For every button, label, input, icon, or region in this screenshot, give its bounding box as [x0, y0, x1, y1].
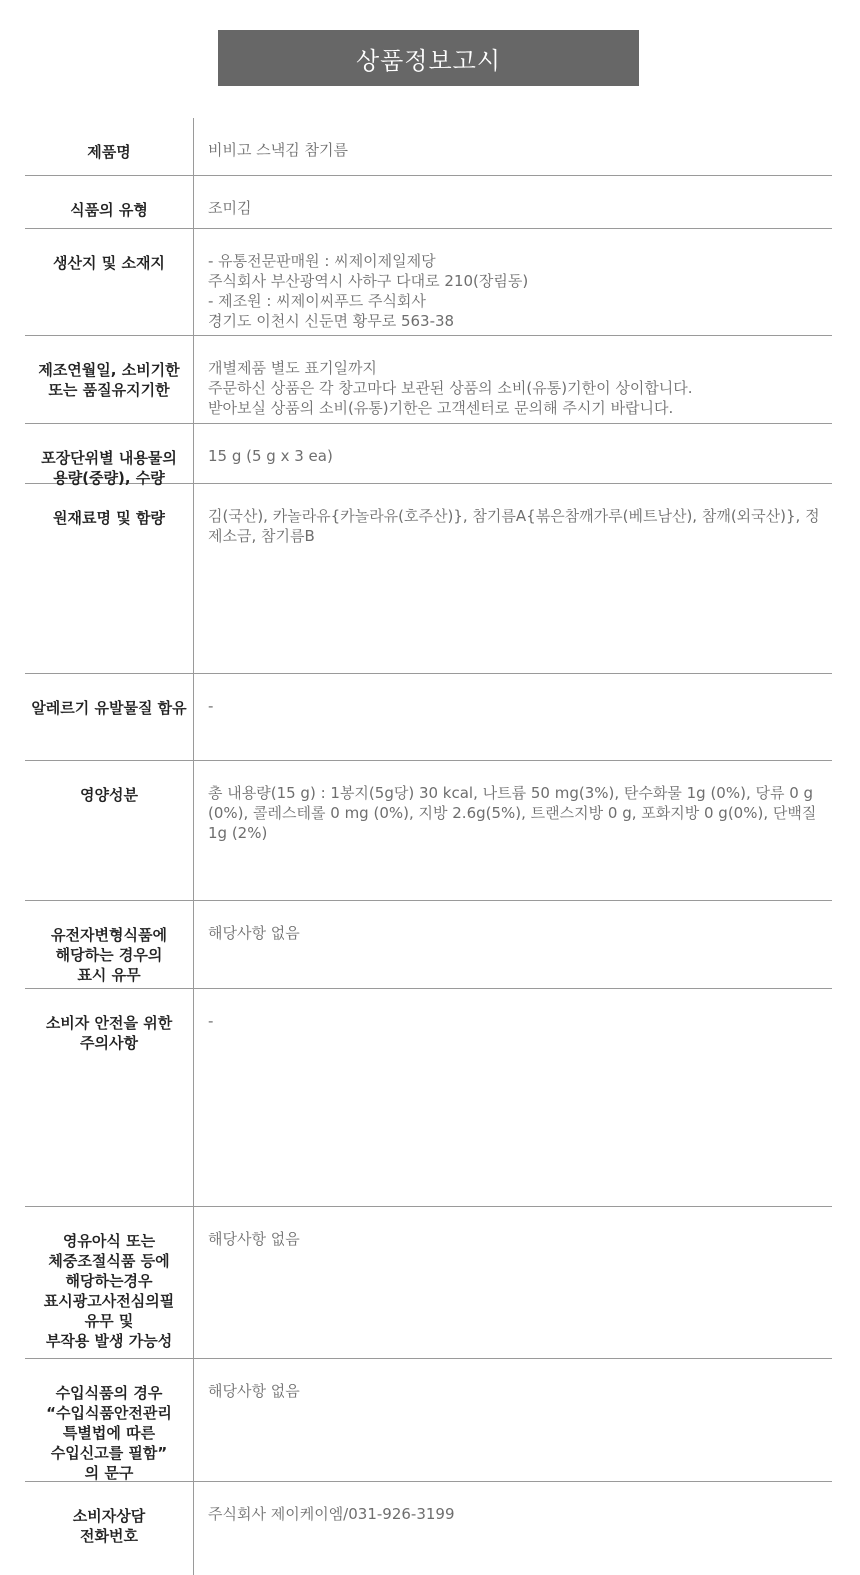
value-line: - — [208, 1012, 214, 1030]
table-row — [25, 901, 832, 989]
row-value — [194, 674, 832, 760]
row-label: 생산지 및 소재지 — [25, 229, 194, 335]
value-line: - 유통전문판매원 : 씨제이제일제당 — [208, 252, 436, 270]
table-row — [25, 761, 832, 901]
value-line: 조미김 — [208, 199, 252, 217]
row-value — [194, 336, 832, 423]
value-line: 주식회사 제이케이엠/031-926-3199 — [208, 1505, 455, 1523]
product-info-table — [25, 118, 832, 1575]
row-value — [194, 1359, 832, 1481]
value-line: 해당사항 없음 — [208, 1382, 300, 1400]
table-row — [25, 989, 832, 1207]
row-label: 원재료명 및 함량 — [25, 484, 194, 673]
value-line: 15 g (5 g x 3 ea) — [208, 447, 333, 465]
row-label: 소비자상담 전화번호 — [25, 1482, 194, 1575]
row-value — [194, 118, 832, 175]
row-value — [194, 1207, 832, 1358]
page-title: 상품정보고시 — [218, 30, 639, 86]
row-label: 제조연월일, 소비기한 또는 품질유지기한 — [25, 336, 194, 423]
value-line: - — [208, 697, 214, 715]
row-value — [194, 229, 832, 335]
table-row — [25, 1359, 832, 1482]
row-label: 포장단위별 내용물의 용량(중량), 수량 — [25, 424, 194, 483]
value-line: 경기도 이천시 신둔면 황무로 563-38 — [208, 312, 455, 330]
row-label: 소비자 안전을 위한 주의사항 — [25, 989, 194, 1206]
table-row — [25, 118, 832, 176]
table-row — [25, 424, 832, 487]
table-row — [25, 484, 832, 674]
row-label: 제품명 — [25, 118, 194, 175]
table-row — [25, 229, 832, 336]
row-value — [194, 901, 832, 988]
row-value — [194, 176, 832, 228]
row-value — [194, 424, 832, 483]
row-label: 영유아식 또는 체중조절식품 등에 해당하는경우 표시광고사전심의필 유무 및 부작용 발생 가능성 — [25, 1207, 194, 1358]
value-line: 김(국산), 카놀라유{카놀라유(호주산)}, 참기름A{볶은참깨가루(베트남산), 참깨(외국산)}, 정제소금, 참기름B — [208, 507, 820, 545]
row-value — [194, 484, 832, 673]
value-line: 개별제품 별도 표기일까지 — [208, 359, 377, 377]
row-value — [194, 1482, 832, 1575]
row-label: 수입식품의 경우 “수입식품안전관리 특별법에 따른 수입신고를 필함” 의 문구 — [25, 1359, 194, 1481]
table-row — [25, 336, 832, 424]
value-line: 총 내용량(15 g) : 1봉지(5g당) 30 kcal, 나트륨 50 mg(3%), 탄수화물 1g (0%), 당류 0 g (0%), 콜레스테롤 0 mg (0%), 지방 2.6g(5%), 트랜스지방 0 g, 포화지방 0 g(0%), 단백질 1g (2%) — [208, 784, 817, 842]
value-line: 해당사항 없음 — [208, 1230, 300, 1248]
table-row — [25, 674, 832, 761]
row-value — [194, 761, 832, 900]
table-row — [25, 1482, 832, 1575]
table-row — [25, 176, 832, 229]
value-line: 주문하신 상품은 각 창고마다 보관된 상품의 소비(유통)기한이 상이합니다. — [208, 379, 693, 397]
value-line: 해당사항 없음 — [208, 924, 300, 942]
value-line: 받아보실 상품의 소비(유통)기한은 고객센터로 문의해 주시기 바랍니다. — [208, 399, 674, 417]
row-value — [194, 989, 832, 1206]
value-line: 주식회사 부산광역시 사하구 다대로 210(장림동) — [208, 272, 529, 290]
row-label: 영양성분 — [25, 761, 194, 900]
value-line: 비비고 스낵김 참기름 — [208, 141, 348, 159]
row-label: 식품의 유형 — [25, 176, 194, 228]
row-label: 유전자변형식품에 해당하는 경우의 표시 유무 — [25, 901, 194, 988]
table-row — [25, 1207, 832, 1359]
value-line: - 제조원 : 씨제이씨푸드 주식회사 — [208, 292, 426, 310]
row-label: 알레르기 유발물질 함유 — [25, 674, 194, 760]
